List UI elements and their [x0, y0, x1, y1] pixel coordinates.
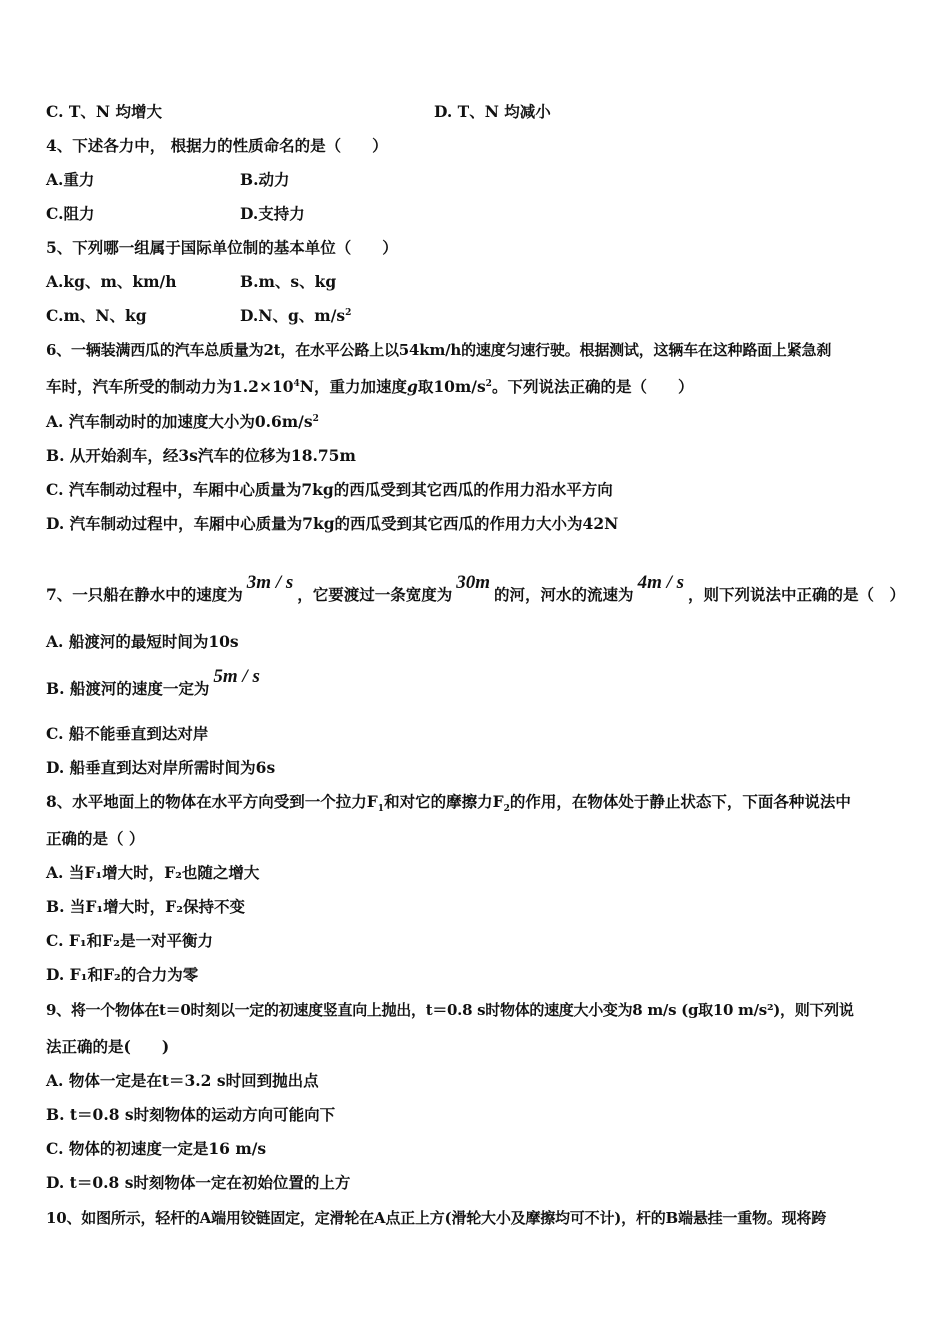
q6-stem-line2: 车时，汽车所受的制动力为$1.2\times 10^4N$，重力加速度g取$10m/s^2$。下列说法正确的是（ ） — [46, 377, 694, 396]
q8-option-b: B. 当F₁增大时，F₂保持不变 — [46, 897, 245, 916]
q7-stem: 7、一只船在静水中的速度为3m / s，它要渡过一条宽度为30m的河，河水的流速为4m / s，则下列说法中正确的是（ ） — [46, 572, 906, 604]
q6-option-b: B. 从开始刹车，经3s汽车的位移为18.75m — [46, 446, 356, 465]
q5-option-a: A.kg、m、km/h — [46, 272, 177, 291]
q9-option-a: A. 物体一定是在t＝3.2 s时回到抛出点 — [46, 1071, 319, 1090]
q9-option-b: B. t＝0.8 s时刻物体的运动方向可能向下 — [46, 1105, 336, 1124]
q3-option-d: D. T、N 均减小 — [434, 102, 551, 121]
q5-stem: 5、下列哪一组属于国际单位制的基本单位（ ） — [46, 238, 398, 257]
q4-stem: 4、下述各力中， 根据力的性质命名的是（ ） — [46, 136, 388, 155]
q7-option-a: A. 船渡河的最短时间为10s — [46, 632, 239, 651]
q8-option-c: C. F₁和F₂是一对平衡力 — [46, 931, 213, 950]
q9-stem-line1: 9、将一个物体在t＝0时刻以一定的初速度竖直向上抛出，t＝0.8 s时物体的速度大小变为8 m/s (g取10 m/s²)，则下列说 — [46, 1001, 854, 1019]
q6-option-c: C. 汽车制动过程中，车厢中心质量为7kg的西瓜受到其它西瓜的作用力沿水平方向 — [46, 480, 613, 499]
q5-option-c: C.m、N、kg — [46, 306, 147, 325]
q7-river-width: 30m — [456, 572, 491, 593]
q9-option-d: D. t＝0.8 s时刻物体一定在初始位置的上方 — [46, 1173, 351, 1192]
q9-option-c: C. 物体的初速度一定是16 m/s — [46, 1139, 267, 1158]
q5-option-b: B.m、s、kg — [240, 272, 337, 291]
q8-stem-line2: 正确的是（ ） — [46, 829, 145, 848]
q3-option-c: C. T、N 均增大 — [46, 102, 162, 121]
q8-option-a: A. 当F₁增大时，F₂也随之增大 — [46, 863, 260, 882]
q6-option-a: A. 汽车制动时的加速度大小为$0.6m/s^2$ — [46, 412, 319, 431]
q10-stem: 10、如图所示，轻杆的A端用铰链固定，定滑轮在A点正上方(滑轮大小及摩擦均可不计)，杆的B端悬挂一重物。现将跨 — [46, 1209, 827, 1227]
q5-option-d: D.N、g、$m/s^2$ — [240, 306, 352, 325]
q9-stem-line2: 法正确的是( ) — [46, 1037, 170, 1056]
q4-option-c: C.阻力 — [46, 204, 95, 223]
q6-option-d: D. 汽车制动过程中，车厢中心质量为7kg的西瓜受到其它西瓜的作用力大小为42N — [46, 514, 619, 533]
q7-current-speed: 4m / s — [637, 572, 685, 593]
q7-crossing-speed: 5m / s — [213, 666, 260, 687]
q7-option-b: B. 船渡河的速度一定为5m / s — [46, 666, 260, 698]
q4-option-b: B.动力 — [240, 170, 290, 189]
q4-option-a: A.重力 — [46, 170, 95, 189]
q7-option-d: D. 船垂直到达对岸所需时间为6s — [46, 758, 276, 777]
q7-boat-speed: 3m / s — [246, 572, 294, 593]
q7-option-c: C. 船不能垂直到达对岸 — [46, 724, 209, 743]
q8-option-d: D. F₁和F₂的合力为零 — [46, 965, 199, 984]
q8-stem-line1: 8、水平地面上的物体在水平方向受到一个拉力$F_1$和对它的摩擦力$F_2$的作用，在物体处于静止状态下，下面各种说法中 — [46, 792, 851, 815]
q6-stem-line1: 6、一辆装满西瓜的汽车总质量为2t，在水平公路上以54km/h的速度匀速行驶。根据测试，这辆车在这种路面上紧急刹 — [46, 341, 832, 359]
q4-option-d: D.支持力 — [240, 204, 305, 223]
